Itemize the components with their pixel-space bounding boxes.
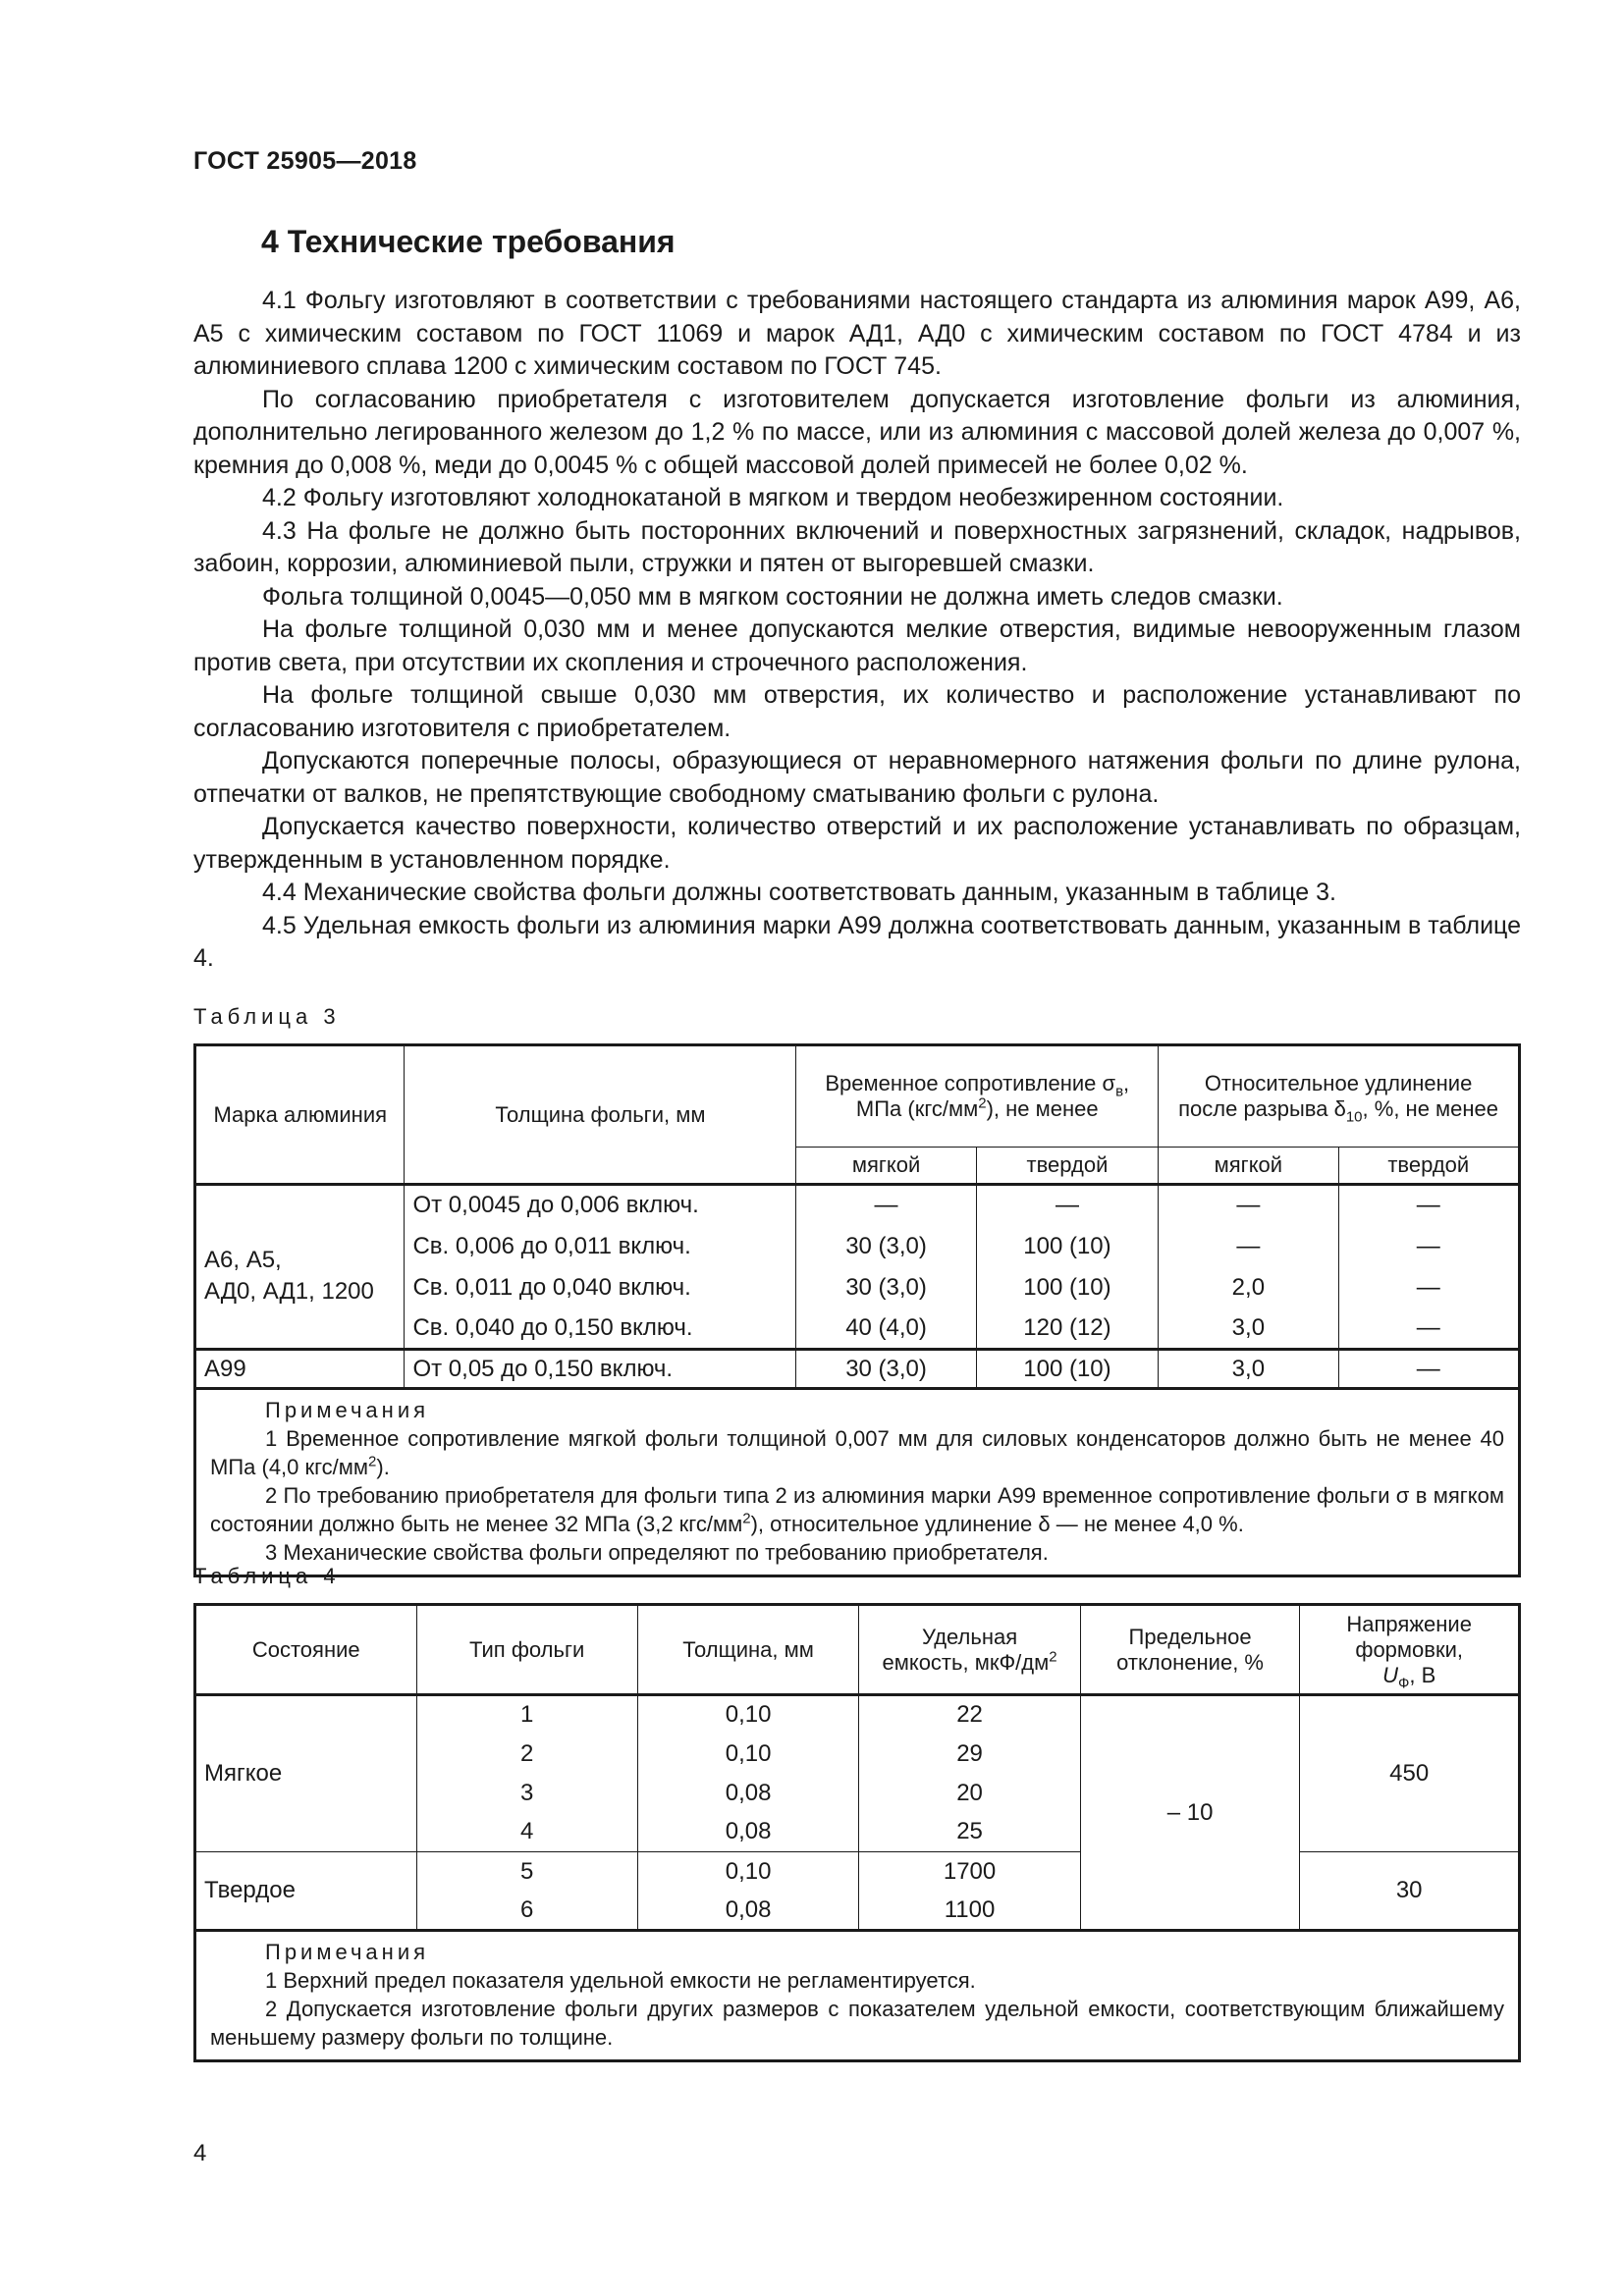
table3-header-thickness: Толщина фольги, мм (405, 1045, 796, 1185)
table4-header-deviation: Предельное отклонение, % (1080, 1605, 1300, 1695)
note: 1 Временное сопротивление мягкой фольги толщиной 0,007 мм для силовых конденсаторов должно быть не менее 40 МПа (4,0 кгс/$мм^2$). (210, 1426, 1504, 1479)
table3-cell: — (1338, 1308, 1519, 1350)
table-row (195, 1185, 1520, 1226)
table3-cell: — (1338, 1267, 1519, 1308)
table-row (195, 1695, 1520, 1735)
table-row (195, 1350, 1520, 1389)
table4-cell: 0,08 (637, 1813, 858, 1852)
table3 (193, 1043, 1521, 1577)
table4 (193, 1603, 1521, 2062)
table3-subheader-hard: твердой (976, 1148, 1158, 1185)
paragraph: На фольге толщиной 0,030 мм и менее допускаются мелкие отверстия, видимые невооруженным глазом против света, при отсутствии их скопления и строчечного расположения. (193, 615, 1521, 676)
note: 3 Механические свойства фольги определяют по требованию приобретателя. (265, 1540, 1049, 1565)
table3-cell: 100 (10) (976, 1350, 1158, 1389)
paragraph: На фольге толщиной свыше 0,030 мм отверстия, их количество и расположение устанавливают по согласованию изготовителя с приобретателем. (193, 681, 1521, 742)
table4-header-thickness: Толщина, мм (637, 1605, 858, 1695)
table4-header-state: Состояние (195, 1605, 417, 1695)
paragraph: 4.2 Фольгу изготовляют холоднокатаной в мягком и твердом необезжиренном состоянии. (262, 484, 1284, 511)
paragraph: Допускаются поперечные полосы, образующиеся от неравномерного натяжения фольги по длине рулона, отпечатки от валков, не препятствующие свободному сматыванию фольги с рулона. (193, 747, 1521, 808)
table3-grade-group: А6, А5, АД0, АД1, 1200 (195, 1185, 405, 1350)
table4-cell: 1100 (859, 1892, 1080, 1931)
table3-cell: 30 (3,0) (796, 1350, 976, 1389)
table3-cell: — (1338, 1350, 1519, 1389)
paragraph: 4.4 Механические свойства фольги должны соответствовать данным, указанным в таблице 3. (262, 879, 1336, 906)
table3-thickness: Св. 0,006 до 0,011 включ. (405, 1226, 796, 1267)
table3-cell: 30 (3,0) (796, 1226, 976, 1267)
table3-cell: 100 (10) (976, 1226, 1158, 1267)
table4-cell: 0,10 (637, 1852, 858, 1892)
table3-notes (195, 1389, 1520, 1576)
table4-cell: 5 (416, 1852, 637, 1892)
notes-title: Примечания (265, 1940, 430, 1964)
note: 2 По требованию приобретателя для фольги типа 2 из алюминия марки А99 временное сопротивление фольги σ в мягком состоянии должно быть не менее 32 МПа (3,2 кгс/$мм^2$), относительное удлинение δ — не менее 4,0 %. (210, 1483, 1504, 1536)
table3-cell: 30 (3,0) (796, 1267, 976, 1308)
table4-voltage-soft: 450 (1300, 1695, 1520, 1852)
table4-state-hard: Твердое (195, 1852, 417, 1931)
table4-header-type: Тип фольги (416, 1605, 637, 1695)
table3-header-grade: Марка алюминия (195, 1045, 405, 1185)
paragraph: По согласованию приобретателя с изготовителем допускается изготовление фольги из алюминия, дополнительно легированного железом до 1,2 % по массе, или из алюминия с массовой долей железа до 0,007 %, кремния до 0,008 %, меди до 0,0045 % с общей массовой долей примесей не более 0,02 %. (193, 385, 1521, 479)
table3-grade: А99 (195, 1350, 405, 1389)
table4-cell: 22 (859, 1695, 1080, 1735)
table4-cell: 0,08 (637, 1774, 858, 1813)
table4-cell: 0,10 (637, 1735, 858, 1774)
paragraph: Фольга толщиной 0,0045—0,050 мм в мягком состоянии не должна иметь следов смазки. (262, 582, 1283, 611)
section-title: 4 Технические требования (261, 224, 676, 259)
table4-cell: 0,08 (637, 1892, 858, 1931)
table3-cell: 2,0 (1159, 1267, 1338, 1308)
table4-notes (195, 1931, 1520, 2061)
table3-cell: — (796, 1185, 976, 1226)
table3-cell: — (1338, 1226, 1519, 1267)
table3-thickness: От 0,05 до 0,150 включ. (405, 1350, 796, 1389)
table3-cell: 40 (4,0) (796, 1308, 976, 1350)
table3-subheader-soft: мягкой (1159, 1148, 1338, 1185)
table4-cell: 2 (416, 1735, 637, 1774)
paragraph: 4.5 Удельная емкость фольги из алюминия марки А99 должна соответствовать данным, указанным в таблице 4. (193, 911, 1521, 972)
table3-cell: — (1159, 1226, 1338, 1267)
table3-cell: — (1159, 1185, 1338, 1226)
table3-subheader-soft: мягкой (796, 1148, 976, 1185)
notes-title: Примечания (265, 1398, 430, 1422)
table4-cell: 29 (859, 1735, 1080, 1774)
table4-header-voltage: Напряжение формовки, $U_Ф$, В (1300, 1605, 1520, 1695)
table3-header-elongation: Относительное удлинение после разрыва $\delta_{10}$, %, не менее (1159, 1045, 1520, 1148)
table4-caption: Таблица 4 (193, 1564, 341, 1588)
table4-cell: 6 (416, 1892, 637, 1931)
table3-thickness: Св. 0,011 до 0,040 включ. (405, 1267, 796, 1308)
paragraph: 4.1 Фольгу изготовляют в соответствии с требованиями настоящего стандарта из алюминия марок А99, А6, А5 с химическим составом по ГОСТ 11069 и марок АД1, АД0 с химическим составом по ГОСТ 4784 и из алюминиевого сплава 1200 с химическим составом по ГОСТ 745. (193, 287, 1521, 380)
table3-thickness: Св. 0,040 до 0,150 включ. (405, 1308, 796, 1350)
page-number: 4 (193, 2140, 207, 2166)
body-text (193, 285, 1521, 976)
table3-caption: Таблица 3 (193, 1004, 341, 1029)
paragraph: 4.3 На фольге не должно быть посторонних включений и поверхностных загрязнений, складок, надрывов, забоин, коррозии, алюминиевой пыли, стружки и пятен от выгоревшей смазки. (193, 516, 1521, 577)
table4-deviation: – 10 (1080, 1695, 1300, 1931)
table3-cell: 3,0 (1159, 1308, 1338, 1350)
table3-cell: 100 (10) (976, 1267, 1158, 1308)
table4-cell: 4 (416, 1813, 637, 1852)
table4-cell: 25 (859, 1813, 1080, 1852)
table4-cell: 0,10 (637, 1695, 858, 1735)
note: 1 Верхний предел показателя удельной емкости не регламентируется. (265, 1968, 976, 1993)
table3-subheader-hard: твердой (1338, 1148, 1519, 1185)
table3-cell: 120 (12) (976, 1308, 1158, 1350)
table4-cell: 1 (416, 1695, 637, 1735)
paragraph: Допускается качество поверхности, количество отверстий и их расположение устанавливать по образцам, утвержденным в установленном порядке. (193, 813, 1521, 874)
table3-cell: — (1338, 1185, 1519, 1226)
table-row (195, 1852, 1520, 1892)
table4-header-capacity: Удельная емкость, мкФ/$дм^2$ (859, 1605, 1080, 1695)
table4-voltage-hard: 30 (1300, 1852, 1520, 1931)
note: 2 Допускается изготовление фольги других размеров с показателем удельной емкости, соответствующим ближайшему меньшему размеру фольги по толщине. (210, 1997, 1504, 2050)
table3-cell: — (976, 1185, 1158, 1226)
table3-thickness: От 0,0045 до 0,006 включ. (405, 1185, 796, 1226)
table4-cell: 1700 (859, 1852, 1080, 1892)
table3-header-strength: Временное сопротивление $\sigma_в$, МПа $(кгс/мм^2)$, не менее (796, 1045, 1159, 1148)
table4-cell: 3 (416, 1774, 637, 1813)
document-header: ГОСТ 25905—2018 (193, 147, 417, 175)
table4-state-soft: Мягкое (195, 1695, 417, 1852)
table3-cell: 3,0 (1159, 1350, 1338, 1389)
table4-cell: 20 (859, 1774, 1080, 1813)
